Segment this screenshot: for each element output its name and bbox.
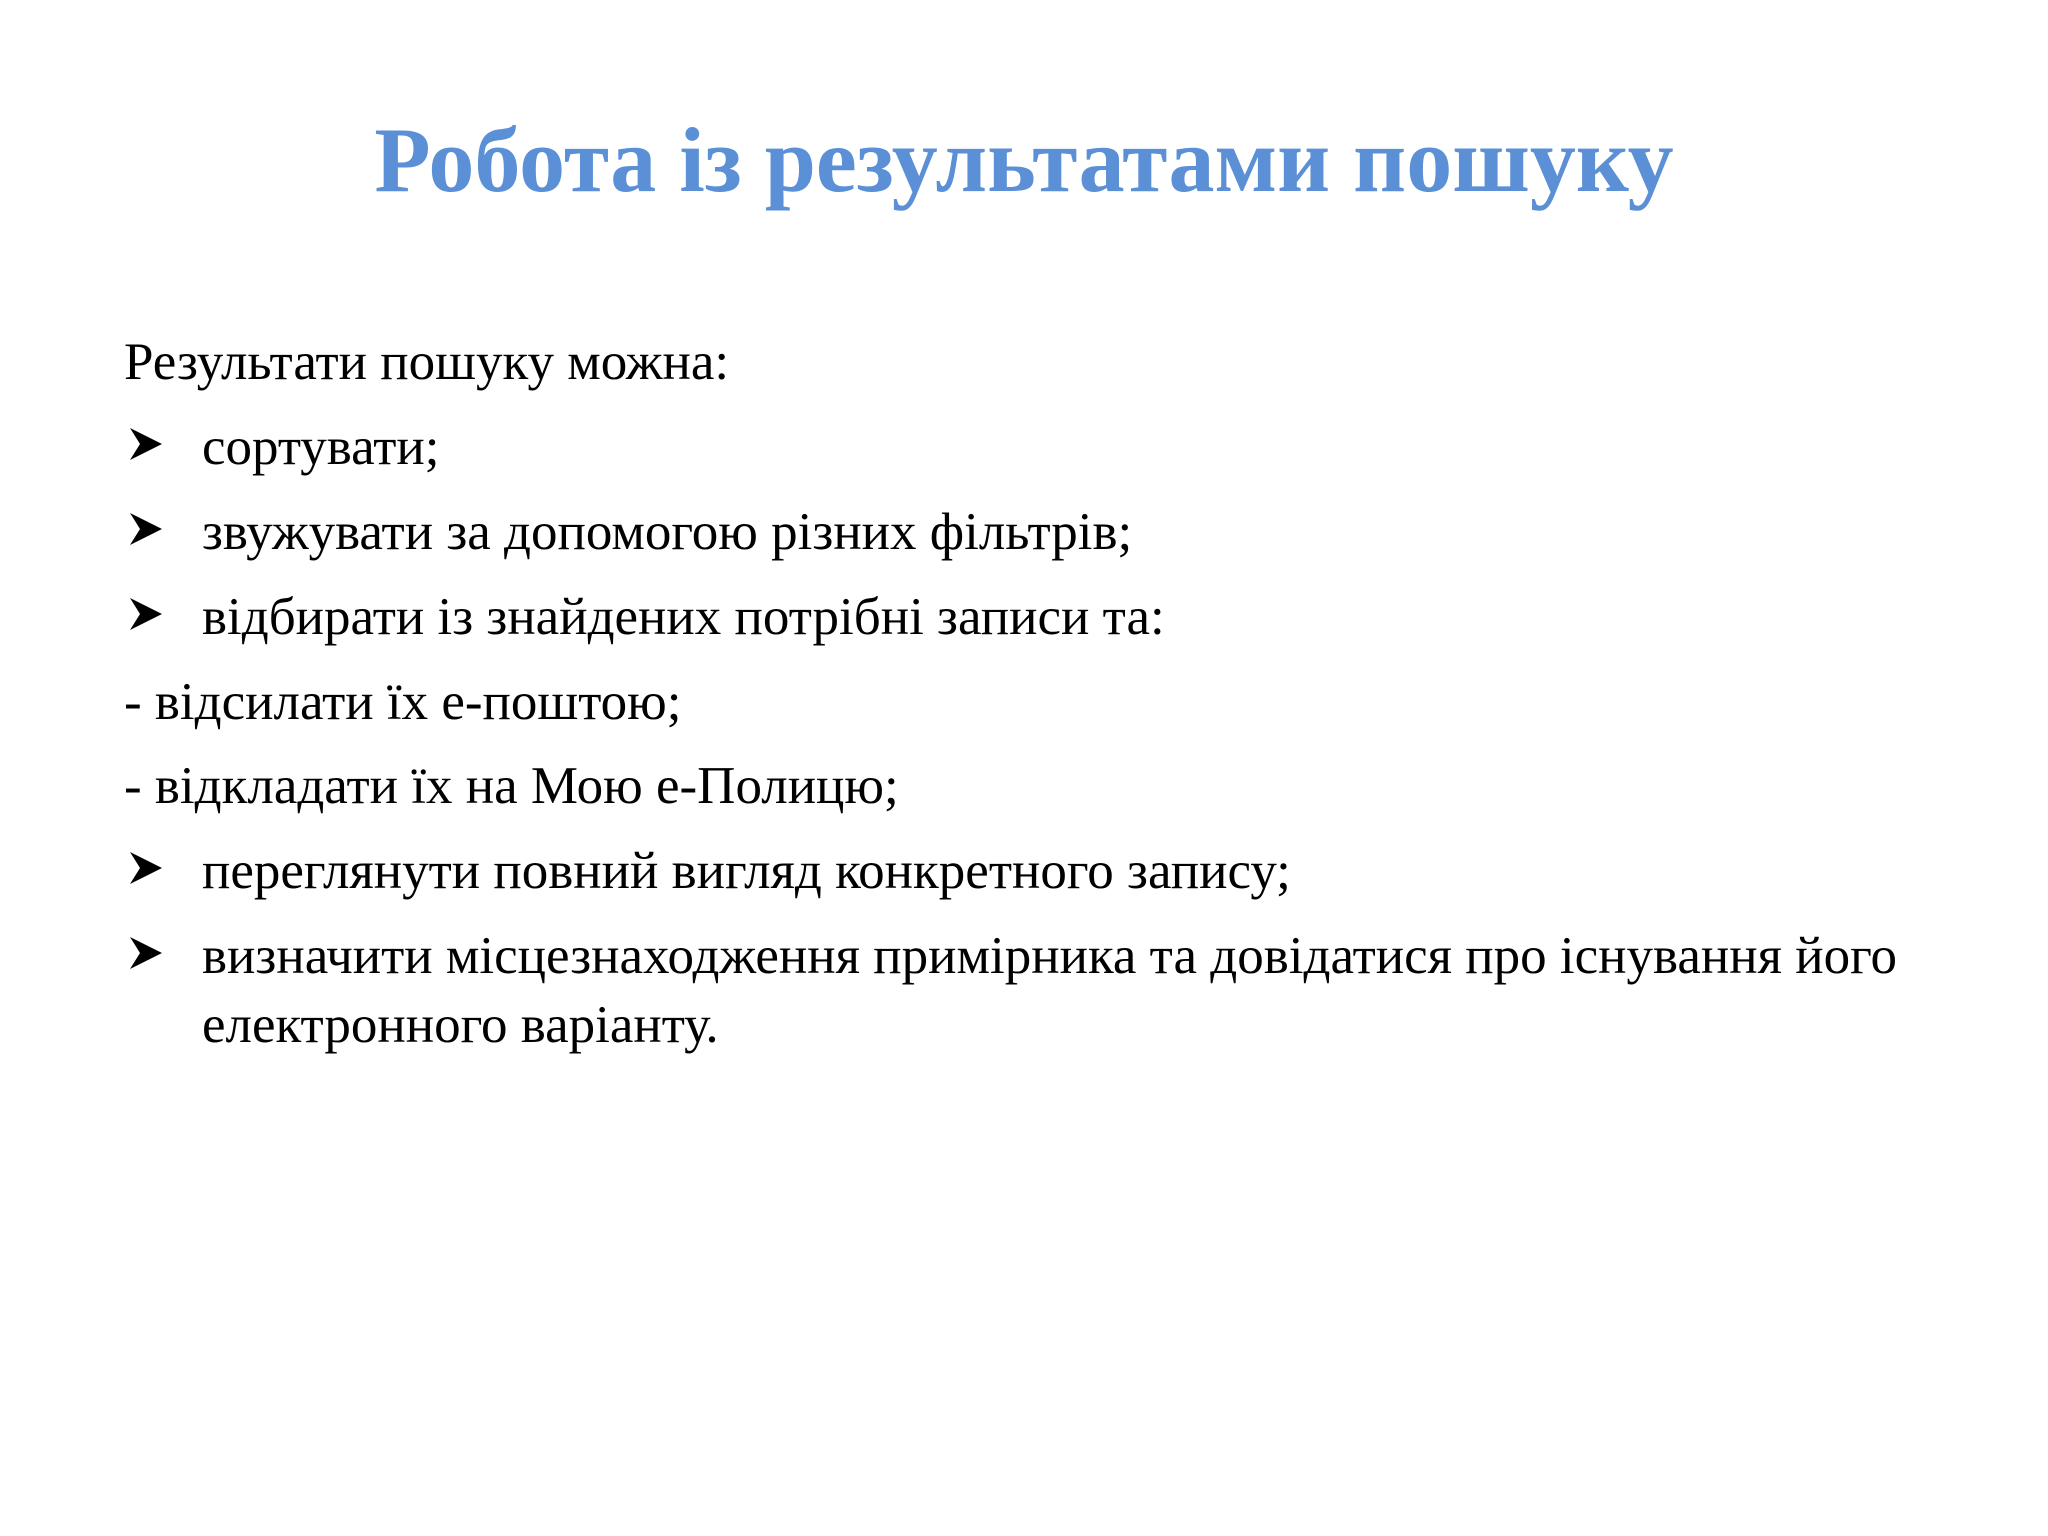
list-item-text: відбирати із знайдених потрібні записи та: xyxy=(202,587,1165,646)
arrow-bullet-icon xyxy=(128,512,164,548)
list-item-text: визначити місцезнаходження примірника та довідатися про існування його електронного варіанту. xyxy=(202,927,1897,1055)
list-item xyxy=(124,498,1984,567)
slide-content xyxy=(124,328,1984,1076)
dash-item: - відкладати їх на Мою е-Полицю; xyxy=(124,757,899,816)
arrow-bullet-icon xyxy=(128,427,164,463)
arrow-bullet-icon xyxy=(128,936,164,972)
slide-title: Робота із результатами пошуку xyxy=(374,109,1674,211)
list-item-text: звужувати за допомогою різних фільтрів; xyxy=(202,502,1133,561)
list-item xyxy=(124,837,1984,906)
arrow-bullet-icon xyxy=(128,597,164,633)
arrow-bullet-icon xyxy=(128,851,164,887)
list-item xyxy=(124,413,1984,482)
list-item-text: сортувати; xyxy=(202,417,440,476)
list-item-text: переглянути повний вигляд конкретного запису; xyxy=(202,842,1291,901)
dash-item: - відсилати їх е-поштою; xyxy=(124,672,682,731)
list-item xyxy=(124,583,1984,652)
intro-text: Результати пошуку можна: xyxy=(124,333,730,391)
list-item xyxy=(124,922,1984,1060)
